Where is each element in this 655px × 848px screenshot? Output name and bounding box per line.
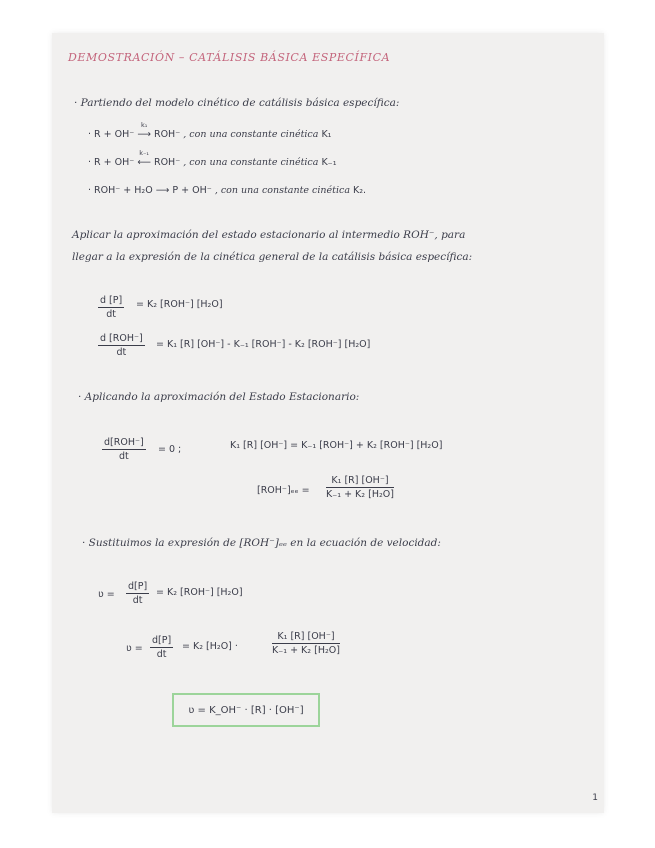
paragraph-line-1: Aplicar la aproximación del estado estacionario al intermedio ROH⁻, para <box>72 229 466 241</box>
eq3-numerator: d[ROH⁻] <box>104 437 144 448</box>
result-box <box>172 693 320 727</box>
eq6-numerator: d[P] <box>152 635 172 646</box>
reaction-2-text: , con una constante cinética <box>183 157 319 168</box>
eq1-numerator: d [P] <box>100 295 123 306</box>
eq6-fraction <box>150 635 173 660</box>
forward-arrow-icon: ⟶ <box>155 185 170 196</box>
substitution-step: · Sustituimos la expresión de [ROH⁻]ₑₑ en la ecuación de velocidad: <box>82 537 441 549</box>
eq3-denominator: dt <box>118 451 129 462</box>
paragraph-line-2: llegar a la expresión de la cinética general de la catálisis básica específica: <box>72 251 473 263</box>
eq2-rhs: = K₁ [R] [OH⁻] - K₋₁ [ROH⁻] - K₂ [ROH⁻] [H₂O] <box>156 339 371 350</box>
eq6-numerator-2: K₁ [R] [OH⁻] <box>277 631 335 642</box>
reaction-3-product: P + OH⁻ <box>172 185 212 196</box>
reaction-1-k-label: k₁ <box>140 121 148 129</box>
eq5-numerator: d[P] <box>128 581 148 592</box>
reaction-1-product: ROH⁻ <box>153 129 181 140</box>
eq4-numerator: K₁ [R] [OH⁻] <box>331 475 389 486</box>
eq1-denominator: dt <box>106 309 116 320</box>
page-title: DEMOSTRACIÓN – CATÁLISIS BÁSICA ESPECÍFICA <box>68 51 391 64</box>
eq6-denominator: dt <box>156 649 167 660</box>
eq3-rhs-zero: = 0 ; <box>158 444 182 455</box>
forward-arrow-icon: k₁ ⟶ <box>137 121 151 140</box>
eq6-denominator-2: K₋₁ + K₂ [H₂O] <box>272 645 340 656</box>
reaction-3-constant: K₂. <box>353 185 367 196</box>
eq5-lhs: ʋ = <box>98 589 115 600</box>
reaction-2-reactants: · R + OH⁻ <box>88 157 135 168</box>
eq4-lhs: [ROH⁻]ₑₑ = <box>257 485 310 496</box>
steady-state-step: · Aplicando la aproximación del Estado Estacionario: <box>78 391 360 403</box>
eq5-rhs: = K₂ [ROH⁻] [H₂O] <box>156 587 243 598</box>
reaction-1-constant: K₁ <box>321 129 332 140</box>
eq3-fraction <box>102 437 146 462</box>
reaction-2-product: ROH⁻ <box>153 157 181 168</box>
reaction-3 <box>88 185 366 196</box>
eq6-middle: = K₂ [H₂O] · <box>182 641 238 652</box>
eq4-denominator: K₋₁ + K₂ [H₂O] <box>326 489 394 500</box>
result-equation: ʋ = K_OH⁻ · [R] · [OH⁻] <box>188 704 304 716</box>
eq6-lhs: ʋ = <box>126 643 143 654</box>
reaction-3-text: , con una constante cinética <box>214 185 350 196</box>
eq2-denominator: dt <box>116 347 127 358</box>
eq1-fraction <box>98 295 124 320</box>
handwritten-sheet <box>52 33 604 813</box>
page-number: 1 <box>592 793 598 803</box>
reaction-1 <box>88 121 332 140</box>
backward-arrow-icon: k₋₁ ⟵ <box>137 149 151 168</box>
reaction-1-reactants: · R + OH⁻ <box>88 129 135 140</box>
reaction-2 <box>88 149 337 168</box>
reaction-2-constant: K₋₁ <box>321 157 337 168</box>
eq3-rhs-balance: K₁ [R] [OH⁻] = K₋₁ [ROH⁻] + K₂ [ROH⁻] [H₂O] <box>230 440 443 451</box>
eq5-denominator: dt <box>132 595 143 606</box>
reaction-1-text: , con una constante cinética <box>183 129 319 140</box>
eq2-fraction <box>98 333 145 358</box>
eq4-fraction <box>326 475 394 500</box>
eq1-rhs: = K₂ [ROH⁻] [H₂O] <box>136 299 223 310</box>
eq5-fraction <box>126 581 149 606</box>
reaction-2-k-label: k₋₁ <box>139 149 150 157</box>
eq6-fraction-2 <box>272 631 340 656</box>
intro-text: · Partiendo del modelo cinético de catálisis básica específica: <box>74 97 400 109</box>
eq2-numerator: d [ROH⁻] <box>100 333 143 344</box>
reaction-3-reactants: · ROH⁻ + H₂O <box>88 185 153 196</box>
